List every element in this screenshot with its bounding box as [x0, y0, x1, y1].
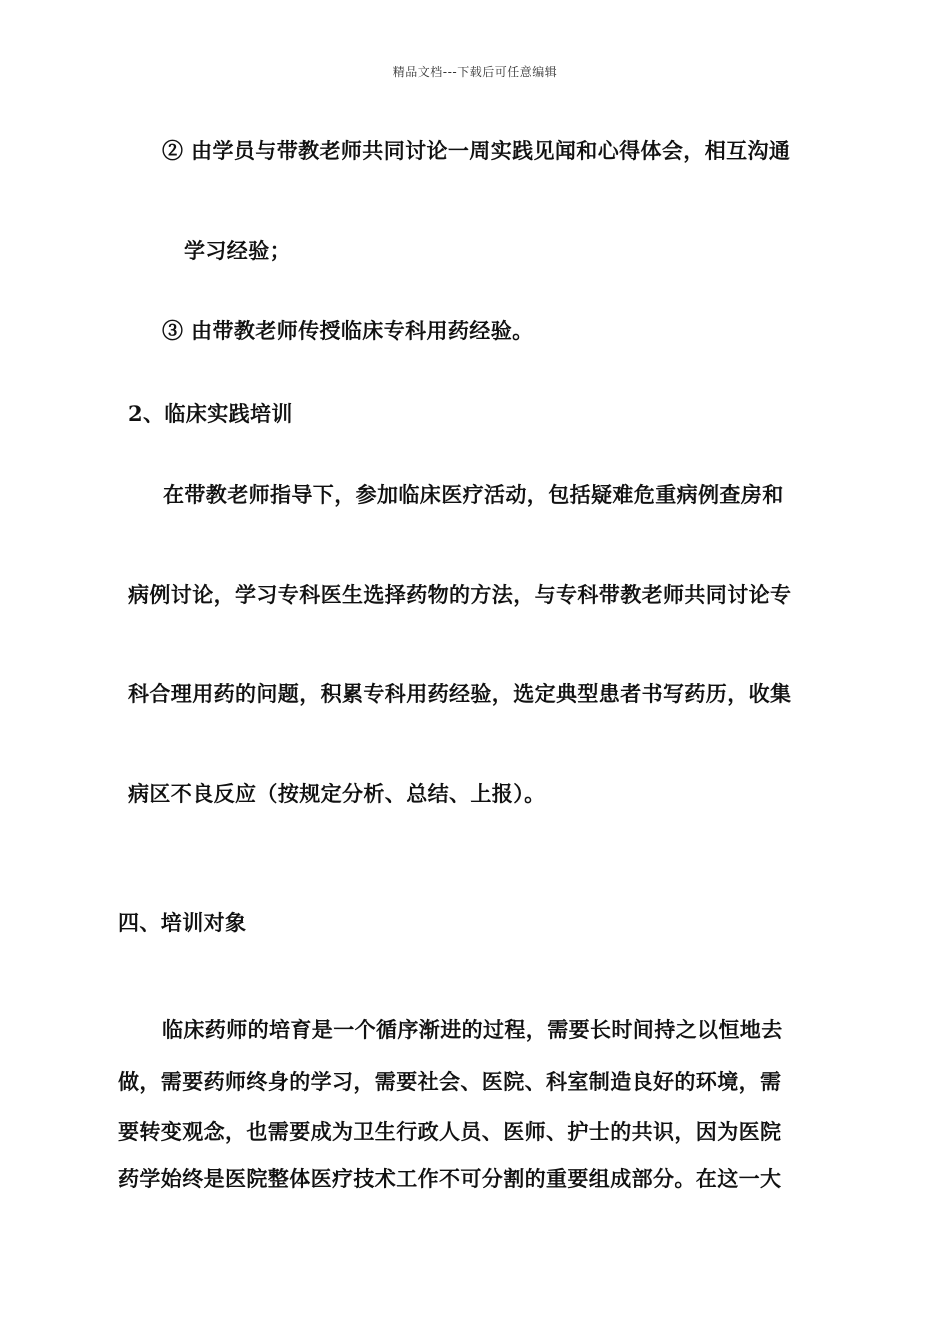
- paragraph-line: 做，需要药师终身的学习，需要社会、医院、科室制造良好的环境，需: [118, 1069, 782, 1094]
- list-item-continuation: 学习经验；: [184, 238, 291, 263]
- paragraph-line: 病区不良反应（按规定分析、总结、上报）。: [128, 781, 546, 806]
- section-heading: 2、临床实践培训: [128, 401, 293, 426]
- paragraph-line: 药学始终是医院整体医疗技术工作不可分割的重要组成部分。在这一大: [118, 1166, 782, 1191]
- paragraph-line: 病例讨论，学习专科医生选择药物的方法，与专科带教老师共同讨论专: [128, 582, 792, 607]
- paragraph-line: 在带教老师指导下，参加临床医疗活动，包括疑难危重病例查房和: [163, 482, 784, 507]
- paragraph-line: 临床药师的培育是一个循序渐进的过程，需要长时间持之以恒地去: [162, 1017, 783, 1042]
- list-item: ③ 由带教老师传授临床专科用药经验。: [162, 318, 534, 343]
- paragraph-line: 要转变观念，也需要成为卫生行政人员、医师、护士的共识，因为医院: [118, 1119, 782, 1144]
- paragraph-line: 科合理用药的问题，积累专科用药经验，选定典型患者书写药历，收集: [128, 681, 792, 706]
- page-header: 精品文档---下载后可任意编辑: [392, 65, 558, 79]
- list-item: ② 由学员与带教老师共同讨论一周实践见闻和心得体会，相互沟通: [162, 138, 791, 163]
- section-heading: 四、培训对象: [118, 910, 247, 935]
